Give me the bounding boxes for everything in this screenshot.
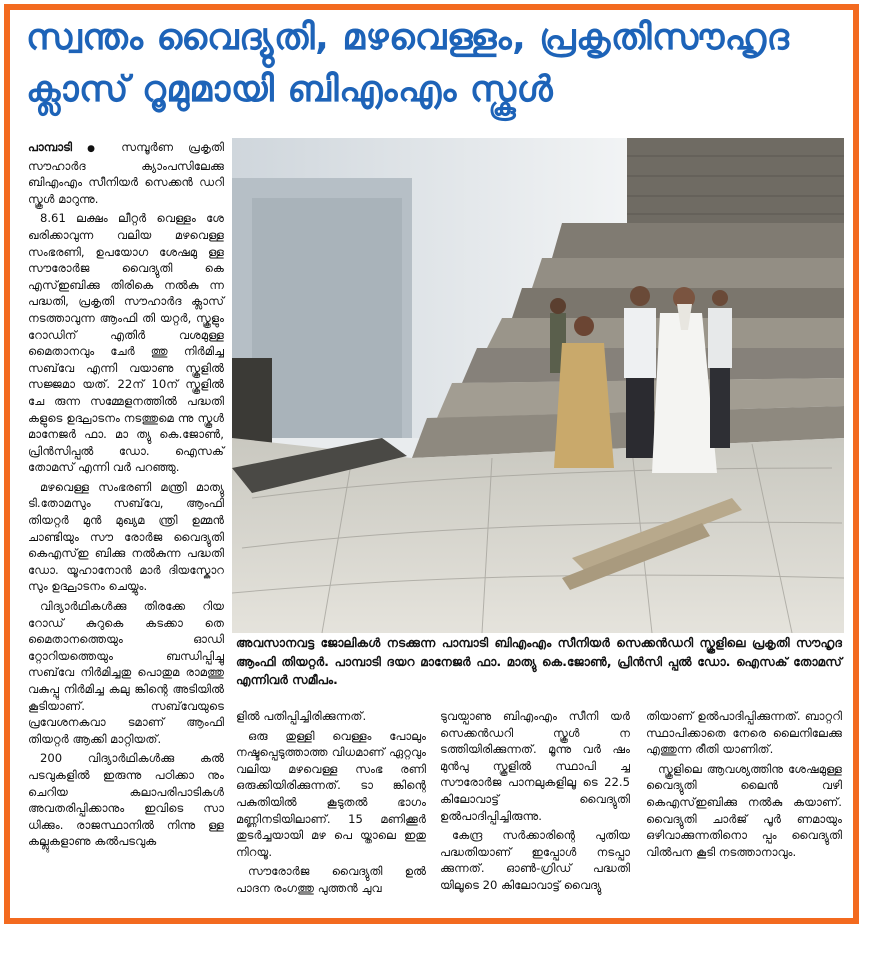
headline	[26, 12, 846, 116]
article-column-2	[236, 708, 426, 900]
photo-caption: അവസാനവട്ട ജോലികൾ നടക്കുന്ന പാമ്പാടി ബിഎംഎം സീനിയർ സെക്കൻഡറി സ്കൂളിലെ പ്രകൃതി സൗഹൃദ ആംഫി തിയറ്റർ. പാമ്പാടി ദയറ മാനേജർ ഫാ. മാത്യു കെ.ജോൺ, പ്രിൻസി പ്പൽ ഡോ. ഐസക് തോമസ് എന്നിവർ സമീപം.	[236, 636, 842, 687]
dateline: പാമ്പാടി	[28, 140, 73, 154]
article-paragraph: തിയാണ് ഉൽപാദിപ്പിക്കുന്നത്. ബാറ്ററി സ്ഥാപിക്കാതെ നേരെ ലൈനിലേക്കു എത്തുന്ന രീതി യാണിത്.	[646, 709, 842, 757]
article-column-3	[440, 708, 630, 897]
article-column-4	[646, 708, 842, 863]
article-paragraph: സൗരോർജ വൈദ്യുതി ഉൽ പാദന രംഗത്തു പുത്തൻ ചുവ	[236, 864, 426, 895]
article-paragraph: 8.61 ലക്ഷം ലീറ്റർ വെള്ളം ശേ ഖരിക്കാവുന്ന വലിയ മഴവെള്ള സംഭരണി, ഉപയോഗ ശേഷമു ള്ള സൗരോർജ വൈദ്യുതി കെ എസ്ഇബിക്കു തിരികെ നൽകു ന്ന പദ്ധതി, പ്രകൃതി സൗഹാർദ ക്ലാസ് നടത്താവുന്ന ആംഫി തി യറ്റർ, സ്കൂളും റോഡിന് എതിർ വശമുള്ള മൈതാനവും ചേർ ത്തു നിർമിച്ച സബ്‌വേ എന്നി വയാണു സ്കൂളിൽ സജ്ജമാ യത്. 22ന് 10ന് സ്കൂളിൽ ചേ രുന്ന സമ്മേളനത്തിൽ പദ്ധതി കളുടെ ഉദ്ഘാടനം നടത്തുമെ ന്നു സ്കൂൾ മാനേജർ ഫാ. മാ ത്യു കെ.ജോൺ, പ്രിൻസിപ്പൽ ഡോ. ഐസക് തോമസ് എന്നി വർ പറഞ്ഞു.	[28, 211, 224, 475]
photo-image	[232, 138, 844, 633]
article-paragraph: 200 വിദ്യാർഥികൾക്കു കൽ പടവുകളിൽ ഇരുന്നു പഠിക്കാ നും ചെറിയ കലാപരിപാടികൾ അവതരിപ്പിക്കാനും ഇവിടെ സാ ധിക്കും. രാജസ്ഥാനിൽ നിന്നു ള്ള കല്ലുകളാണു കൽപടവുക	[28, 751, 224, 849]
bullet-icon: ●	[87, 144, 107, 154]
article-paragraph: കേന്ദ്ര സർക്കാരിന്റെ പുതിയ പദ്ധതിയാണ് ഇപ്പോൾ നടപ്പാ ക്കുന്നത്. ഓൺ-ഗ്രിഡ് പദ്ധതി യിലൂടെ 20 കിലോവാട്ട് വൈദ്യു	[440, 828, 630, 892]
article-paragraph: മഴവെള്ള സംഭരണി മന്ത്രി മാത്യു ടി.തോമസും സബ്‌വേ, ആംഫി തിയറ്റർ മുൻ മുഖ്യമ ന്ത്രി ഉമ്മൻ ചാണ്ടിയും സൗ രോർജ വൈദ്യുതി കെഎസ്ഇ ബിക്കു നൽകുന്ന പദ്ധതി ഡോ. യൂഹാനോൻ മാർ ദിയസ്കോറ സും ഉദ്ഘാടനം ചെയ്യും.	[28, 479, 224, 594]
amphitheatre-photo	[232, 138, 844, 633]
headline-line-1: സ്വന്തം വൈദ്യുതി, മഴവെള്ളം, പ്രകൃതിസൗഹൃദ	[26, 17, 790, 58]
article-paragraph: വിദ്യാർഥികൾക്കു തിരക്കേ റിയ റോഡ് കുറുകെ കടക്കാ തെ മൈതാനത്തെയും ഓഡി റ്റോറിയത്തെയും ബന്ധിപ്പിച്ചു സബ്‌വേ നിർമിച്ചതു പൊതുമ രാമത്തു വകുപ്പു നിർമിച്ച കലു ങ്കിന്റെ അടിയിൽ കൂടിയാണ്. സബ്‌വേയുടെ പ്രവേശനകവാ ടമാണ് ആംഫി തിയറ്റർ ആക്കി മാറ്റിയത്.	[28, 599, 224, 746]
article-paragraph: ളിൽ പതിപ്പിച്ചിരിക്കുന്നത്.	[236, 709, 367, 723]
article-paragraph: സ്കൂളിലെ ആവശ്യത്തിനു ശേഷമുള്ള വൈദ്യുതി ലൈൻ വഴി കെഎസ്ഇബിക്കു നൽകു കയാണ്. വൈദ്യുതി ചാർജ് പൂർ ണമായും ഒഴിവാക്കുന്നതിനൊ പ്പം വൈദ്യുതി വിൽപന കൂടി നടത്താനാവും.	[646, 761, 842, 859]
headline-line-2: ക്ലാസ് റൂമുമായി ബിഎംഎം സ്കൂൾ	[26, 69, 554, 110]
article-paragraph: ടുവയ്പാണു ബിഎംഎം സീനി യർ സെക്കൻഡറി സ്കൂൾ ന ടത്തിയിരിക്കുന്നത്. മൂന്നു വർ ഷം മുൻപു സ്കൂളിൽ സ്ഥാപി ച്ച സൗരോർജ പാനലുകളിലൂ ടെ 22.5 കിലോവാട്ട് വൈദ്യുതി ഉൽപാദിപ്പിച്ചിരുന്നു.	[440, 709, 630, 823]
article-paragraph: ഒരു തുള്ളി വെള്ളം പോലും നഷ്ടപ്പെടുത്താത്ത വിധമാണ് ഏറ്റവും വലിയ മഴവെള്ള സംഭ രണി ഒരുക്കിയിരിക്കുന്നത്. ടാ ങ്കിന്റെ പകുതിയിൽ കൂടുതൽ ഭാഗം മണ്ണിനടിയിലാണ്. 15 മണിക്കൂർ തുടർച്ചയായി മഴ പെ യ്താലെ ഇതു നിറയൂ.	[236, 728, 426, 859]
article-paragraph: പാമ്പാടി ● സമ്പൂർണ പ്രകൃതി സൗഹാർദ ക്യാംപസിലേക്കു ബിഎംഎം സീനിയർ സെക്കൻ ഡറി സ്കൂൾ മാറുന്നു.	[28, 140, 225, 206]
article-column-1	[28, 139, 224, 853]
